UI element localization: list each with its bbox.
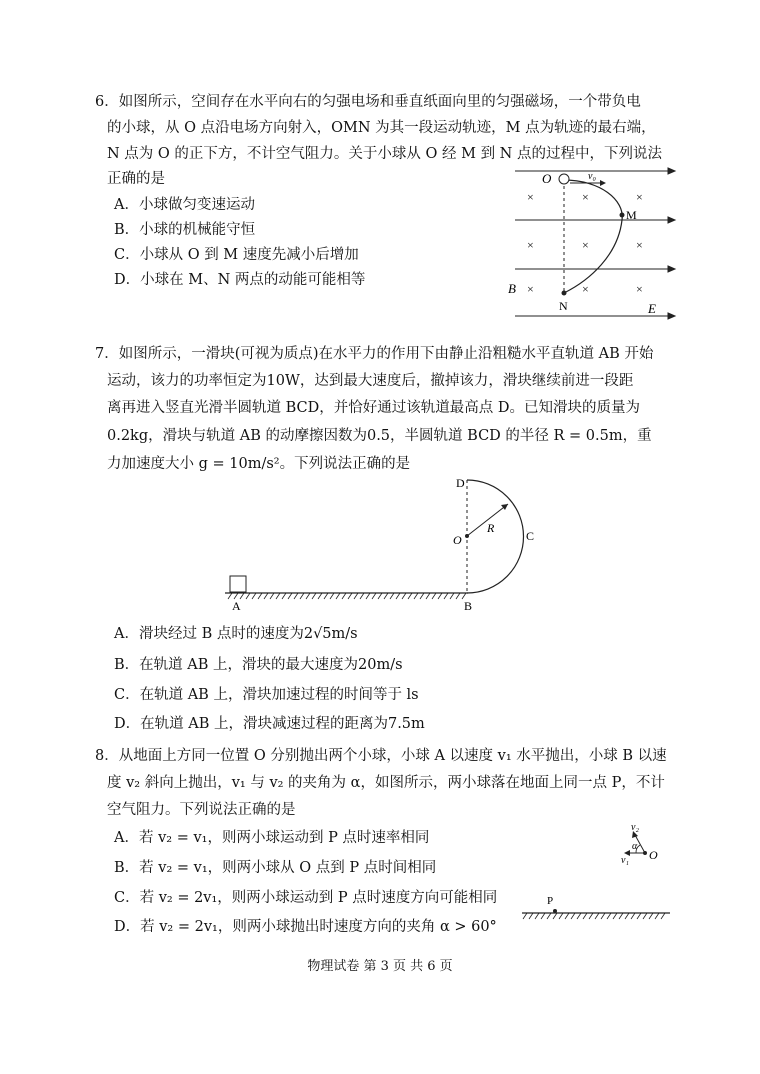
cross-icon: × (527, 238, 534, 252)
cross-icon: × (636, 282, 643, 296)
q6-line-2: 的小球，从 O 点沿电场方向射入，OMN 为其一段运动轨迹，M 点为轨迹的最右端， (107, 120, 656, 136)
cross-icon: × (636, 190, 643, 204)
q8-line-3: 空气阻力。下列说法正确的是 (107, 802, 296, 818)
q8-label-v2: v₂ (631, 822, 639, 833)
q6-figure (500, 165, 680, 325)
q6-option-c: C．小球从 O 到 M 速度先减小后增加 (114, 247, 359, 263)
cross-icon: × (582, 282, 589, 296)
page-footer: 物理试卷 第 3 页 共 6 页 (307, 959, 453, 974)
q6-label-o: O (542, 171, 552, 186)
q7-option-a: A．滑块经过 B 点时的速度为2√5m/s (114, 626, 358, 642)
cross-icon: × (527, 282, 534, 296)
q8-figure (515, 815, 675, 925)
q8-option-d: D．若 v₂ = 2v₁，则两小球抛出时速度方向的夹角 α > 60° (114, 919, 497, 935)
q6-label-v0: v₀ (588, 171, 596, 182)
q7-line-3: 离再进入竖直光滑半圆轨道 BCD，并恰好通过该轨道最高点 D。已知滑块的质量为 (107, 400, 640, 416)
q7-option-b: B．在轨道 AB 上，滑块的最大速度为20m/s (114, 657, 403, 673)
q7-line-4: 0.2kg，滑块与轨道 AB 的动摩擦因数为0.5，半圆轨道 BCD 的半径 R = 0.5m，重 (107, 428, 652, 444)
q7-figure (220, 470, 550, 620)
q8-line-2: 度 v₂ 斜向上抛出，v₁ 与 v₂ 的夹角为 α，如图所示，两小球落在地面上同一点 P，不计 (107, 775, 665, 791)
cross-icon: × (527, 190, 534, 204)
q8-label-alpha: α (632, 841, 638, 852)
q6-label-e: E (648, 301, 656, 316)
q7-line-1: 7．如图所示，一滑块(可视为质点)在水平力的作用下由静止沿粗糙水平直轨道 AB 开始 (95, 346, 654, 362)
q6-line-1: 6．如图所示，空间存在水平向右的匀强电场和垂直纸面向里的匀强磁场，一个带负电 (95, 94, 641, 110)
q7-label-o: O (453, 533, 462, 547)
q8-label-o: O (649, 848, 658, 862)
q6-label-m: M (626, 208, 637, 222)
q7-label-c: C (526, 529, 535, 543)
q6-line-3: N 点为 O 的正下方，不计空气阻力。关于小球从 O 经 M 到 N 点的过程中，下列说法 (107, 146, 662, 162)
q8-label-v1: v₁ (621, 855, 629, 866)
q7-label-b: B (464, 599, 473, 613)
cross-icon: × (582, 190, 589, 204)
q6-option-d: D．小球在 M、N 两点的动能可能相等 (114, 272, 366, 288)
q6-option-a: A．小球做匀变速运动 (114, 197, 255, 213)
q8-label-p: P (547, 895, 554, 907)
q7-label-a: A (232, 599, 241, 613)
q8-line-1: 8．从地面上方同一位置 O 分别抛出两个小球，小球 A 以速度 v₁ 水平抛出，小球 B 以速 (95, 748, 667, 764)
q7-line-2: 运动，该力的功率恒定为10W，达到最大速度后，撤掉该力，滑块继续前进一段距 (107, 373, 634, 389)
q8-option-c: C．若 v₂ = 2v₁，则两小球运动到 P 点时速度方向可能相同 (114, 890, 498, 906)
q8-option-b: B．若 v₂ = v₁，则两小球从 O 点到 P 点时间相同 (114, 860, 437, 876)
q7-option-d: D．在轨道 AB 上，滑块减速过程的距离为7.5m (114, 716, 425, 732)
q7-option-c: C．在轨道 AB 上，滑块加速过程的时间等于 ls (114, 687, 419, 703)
q6-line-4: 正确的是 (107, 171, 165, 187)
q6-option-b: B．小球的机械能守恒 (114, 222, 256, 238)
q7-label-d: D (456, 476, 465, 490)
q8-option-a: A．若 v₂ = v₁，则两小球运动到 P 点时速率相同 (114, 830, 430, 846)
q7-label-r: R (487, 521, 495, 535)
cross-icon: × (636, 238, 643, 252)
q7-line-5: 力加速度大小 g = 10m/s²。下列说法正确的是 (107, 456, 411, 472)
q6-label-n: N (559, 299, 568, 313)
cross-icon: × (582, 238, 589, 252)
q6-label-b: B (508, 281, 516, 296)
